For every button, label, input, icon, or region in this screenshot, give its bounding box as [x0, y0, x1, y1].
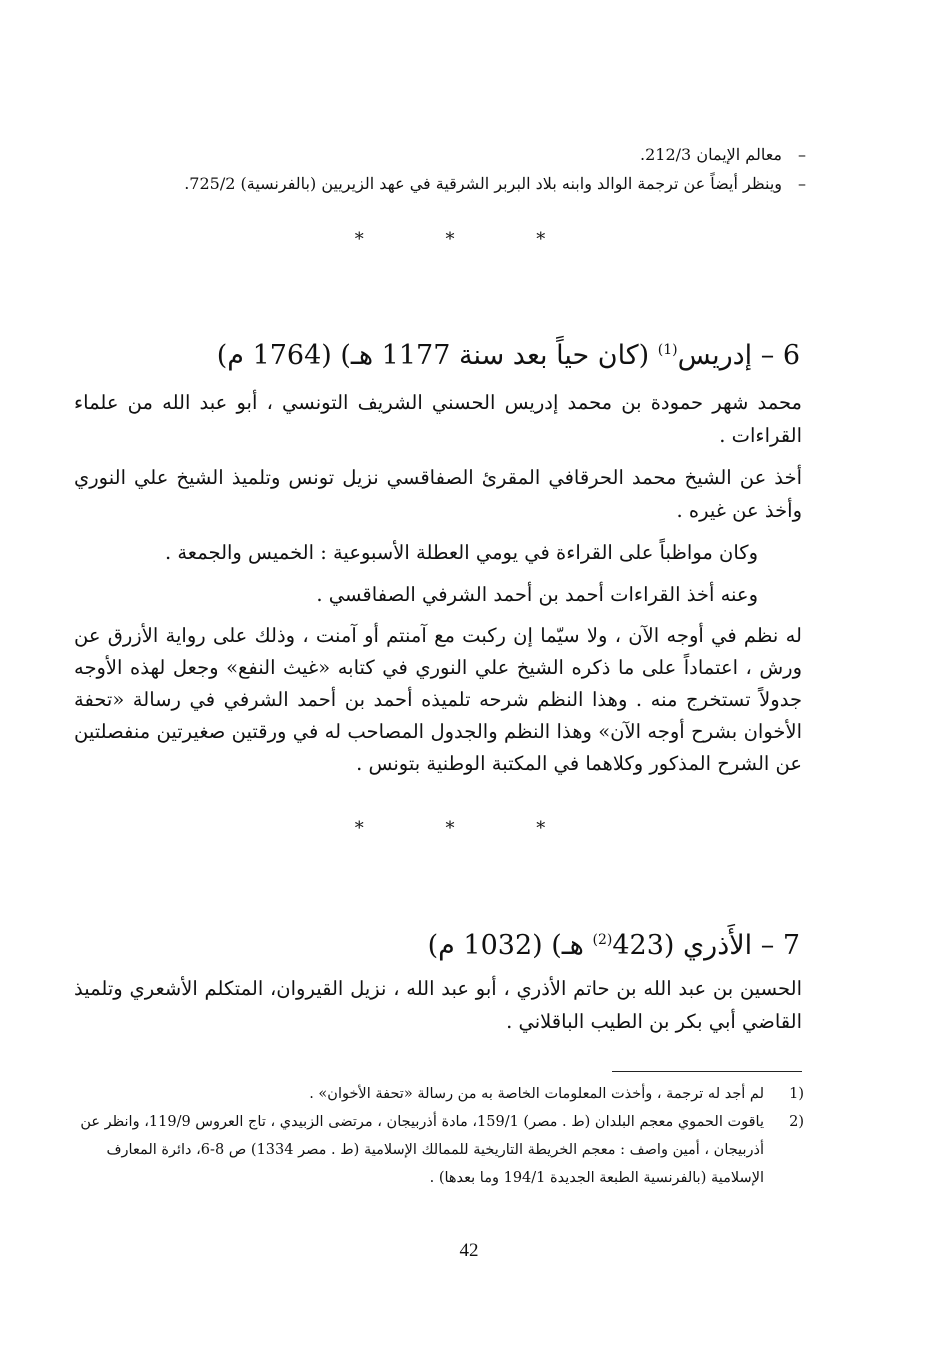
paragraph: الحسين بن عبد الله بن حاتم الأذري ، أبو عبد الله ، نزيل القيروان، المتكلم الأشعري وتلميذ القاضي أبي بكر بن الطيب الباقلاني . — [74, 977, 802, 1033]
dash-bullet: – — [798, 174, 806, 193]
entry-heading — [428, 930, 800, 961]
reference-text: وينظر أيضاً عن ترجمة الوالد وابنه بلاد البربر الشرقية في عهد الزيريين (بالفرنسية) 725/2. — [184, 174, 782, 193]
reference-list — [60, 140, 806, 198]
footnote-number: 2) — [789, 1114, 804, 1130]
entry-heading — [217, 340, 800, 371]
footnote — [72, 1080, 804, 1108]
footnote-marker: (1) — [657, 342, 678, 359]
paragraph: أخذ عن الشيخ محمد الحرقافي المقرئ الصفاقسي نزيل تونس وتلميذ الشيخ علي النوري وأخذ عن غيره . — [74, 466, 802, 522]
entry-heading-text: 7 – الأَذري (423 — [612, 930, 800, 962]
reference-item — [60, 140, 806, 169]
footnote-text: ياقوت الحموي معجم البلدان (ط . مصر) 159/1، مادة أذربيجان ، مرتضى الزبيدي ، تاج العروس 119/9، وانظر عن أذربيجان ، أمين واصف : معجم الخريطة التاريخية للممالك الإسلامية (ط . مصر 1334) ص 8-6، دائرة المعارف الإسلامية (بالفرنسية الطبعة الجديدة 194/1 وما بعدها) . — [80, 1114, 764, 1186]
footnote-divider — [612, 1071, 802, 1072]
footnote-number: 1) — [789, 1086, 804, 1102]
paragraph: له نظم في أوجه الآن ، ولا سيّما إن ركبت مع آمنتم أو آمنت ، وذلك على رواية الأزرق عن ورش ، اعتماداً على ما ذكره الشيخ علي النوري في كتابه «غيث النفع» وجعل لهذه الأوجه جدولاً تستخرج منه . وهذا النظم شرحه تلميذه أحمد بن أحمد الشرفي في رسالة «تحفة الأخوان بشرح أوجه الآن» وهذا النظم والجدول المصاحب له في ورقتين صغيرتين منفصلتين عن الشرح المذكور وكلاهما في المكتبة الوطنية بتونس . — [74, 624, 802, 775]
footnote-marker: (2) — [592, 932, 613, 949]
footnote-text: لم أجد له ترجمة ، وأخذت المعلومات الخاصة به من رسالة «تحفة الأخوان» . — [309, 1086, 764, 1102]
paragraph: وعنه أخذ القراءات أحمد بن أحمد الشرفي الصفاقسي . — [316, 583, 758, 606]
paragraph: محمد شهر حمودة بن محمد إدريس الحسني الشريف التونسي ، أبو عبد الله من علماء القراءات . — [74, 391, 802, 447]
entry-body — [74, 972, 802, 1038]
reference-item — [60, 169, 806, 198]
page-number: 42 — [459, 1240, 479, 1261]
entry-heading-dates: (كان حياً بعد سنة 1177 هـ) (1764 م) — [216, 340, 658, 372]
section-separator: * * * — [354, 229, 584, 250]
entry-heading-dates: هـ) (1032 م) — [427, 930, 593, 962]
dash-bullet: – — [798, 145, 806, 164]
entry-heading-text: 6 – إدريس — [677, 340, 800, 372]
paragraph: وكان مواظباً على القراءة في يومي العطلة الأسبوعية : الخميس والجمعة . — [164, 541, 758, 564]
entry-body — [74, 386, 802, 780]
section-separator: * * * — [354, 818, 584, 839]
footnote — [72, 1108, 804, 1192]
footnotes — [72, 1080, 804, 1192]
reference-text: معالم الإيمان 212/3. — [640, 145, 782, 164]
